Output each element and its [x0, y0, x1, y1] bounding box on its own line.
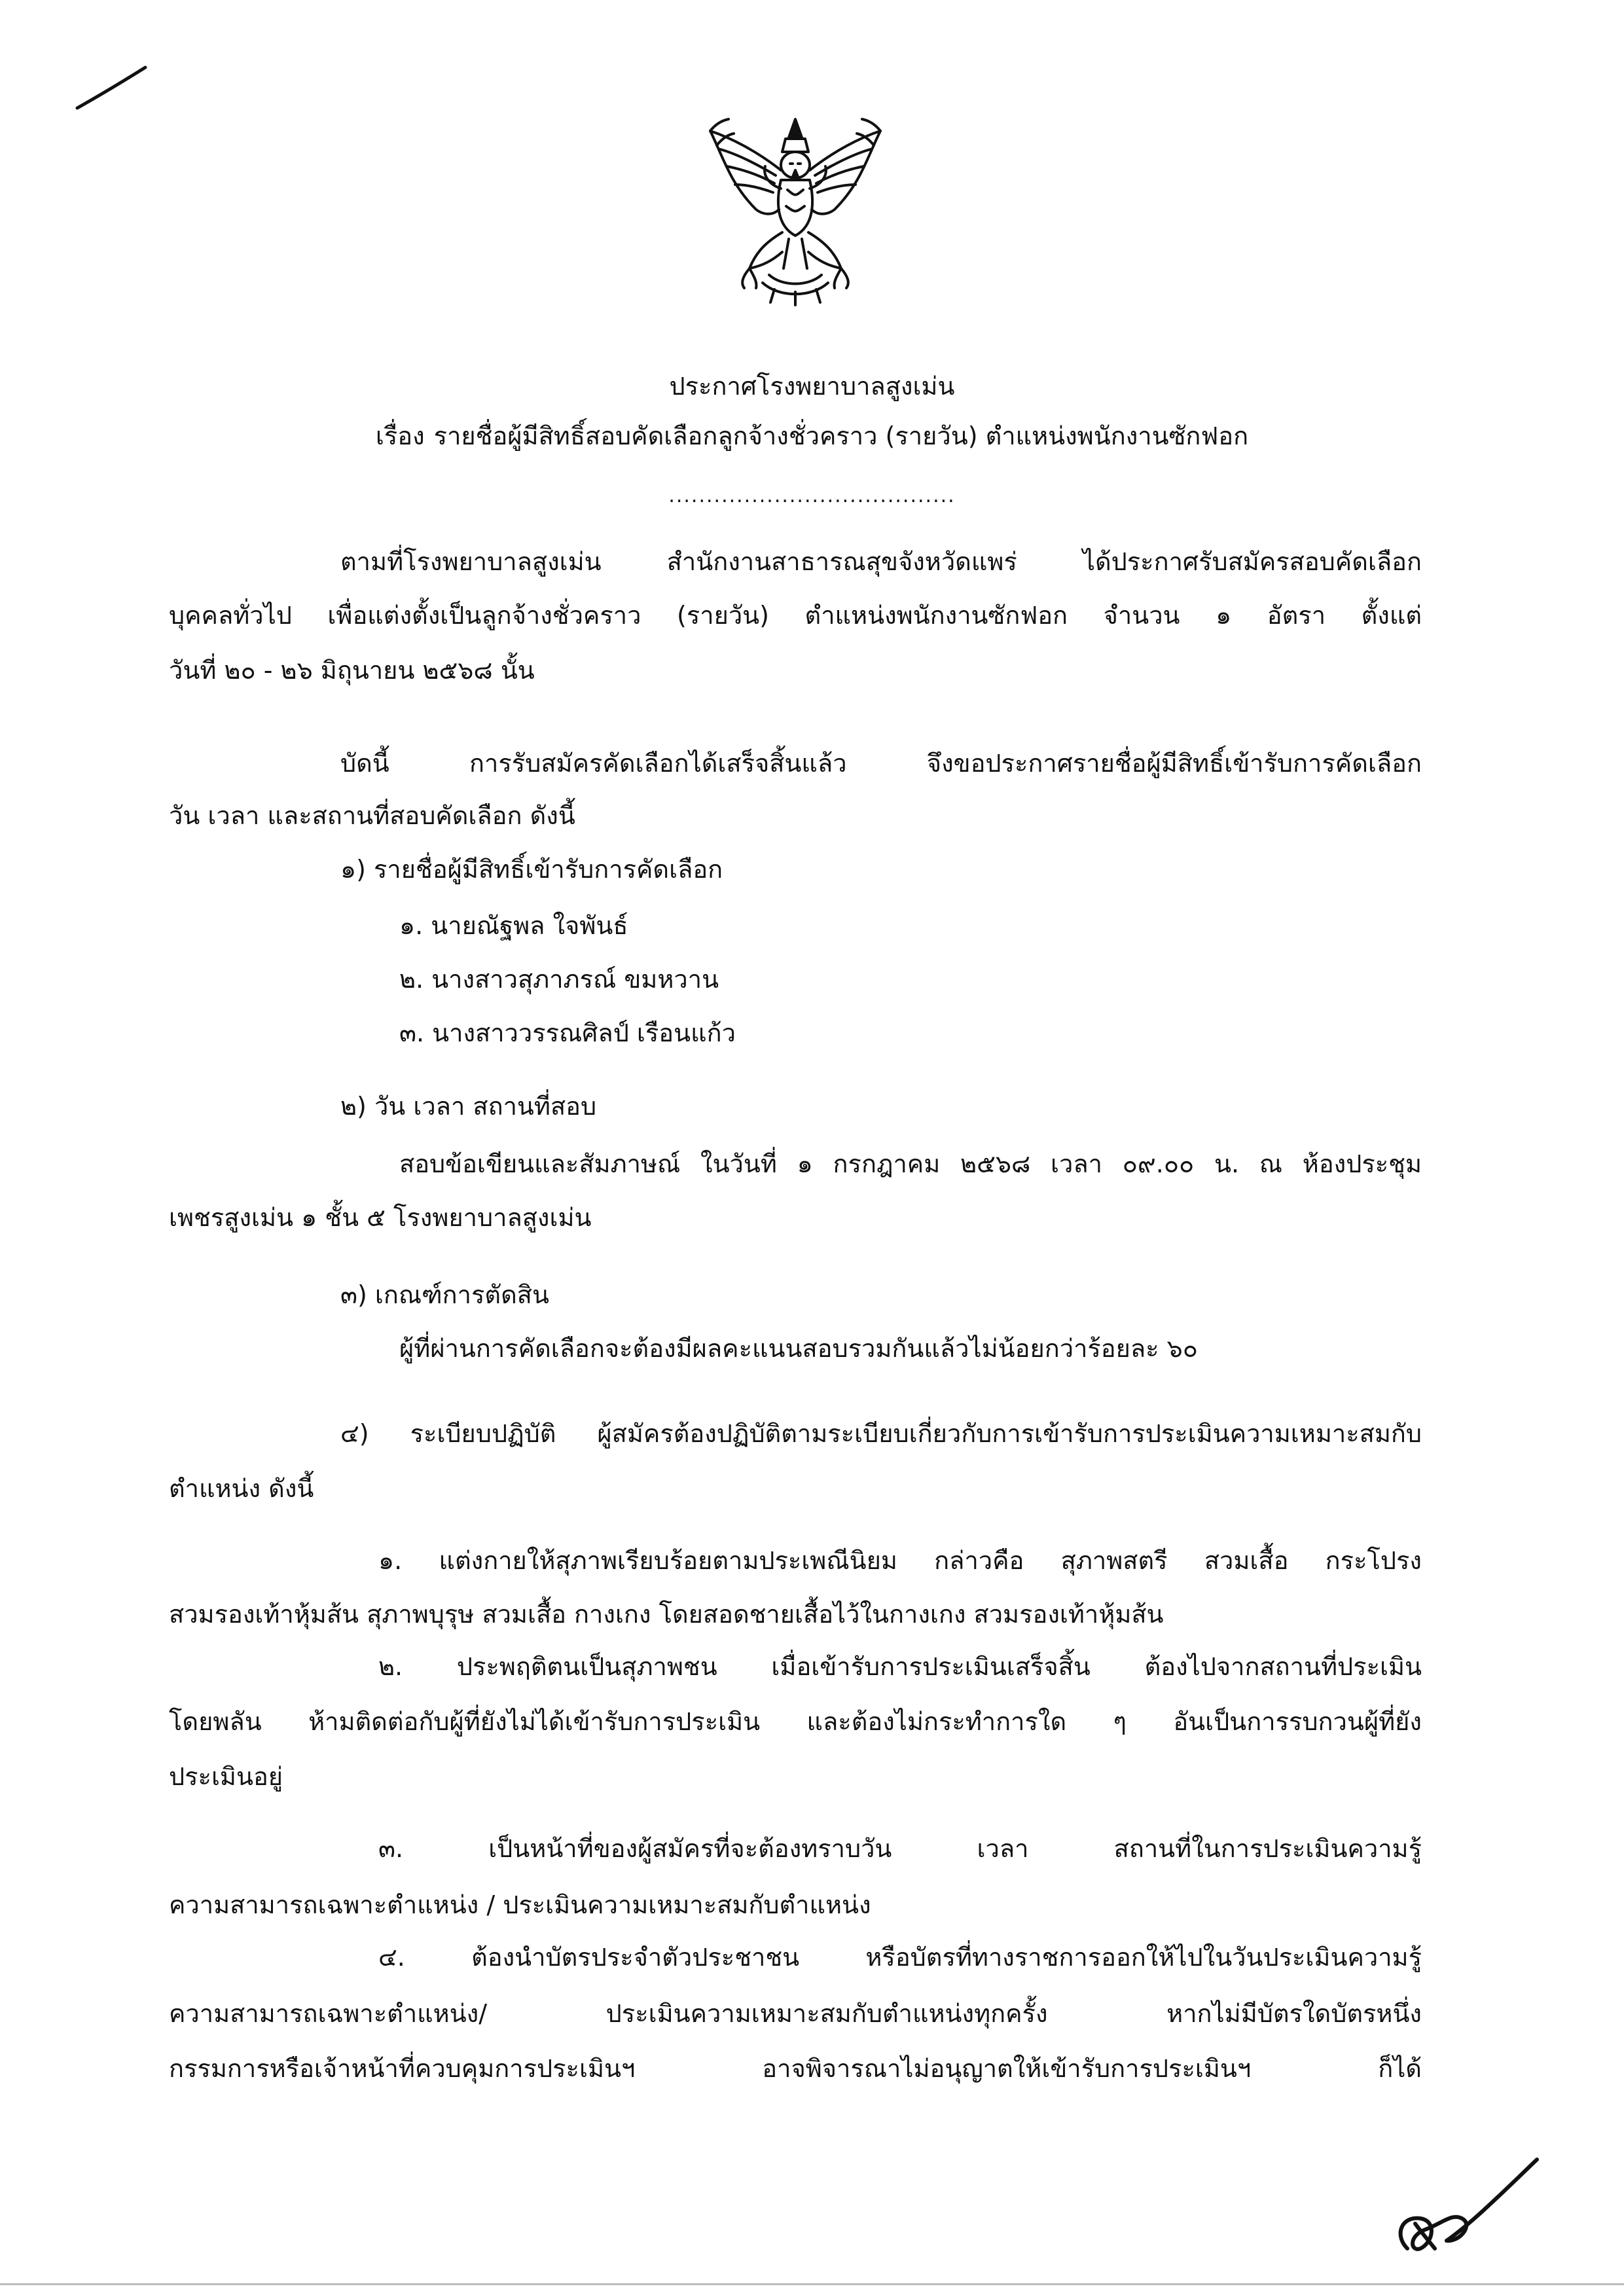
candidate-2: ๒. นางสาวสุภาภรณ์ ขมหวาน — [399, 965, 719, 994]
rule-4-line-3: กรรมการหรือเจ้าหน้าที่ควบคุมการประเมินฯ อาจพิจารณาไม่อนุญาตให้เข้ารับการประเมินฯ ก็ได้ — [169, 2054, 1422, 2083]
scan-bottom-edge — [0, 2283, 1624, 2285]
announcement-title: ประกาศโรงพยาบาลสูงเม่น — [669, 372, 955, 401]
section2-heading: ๒) วัน เวลา สถานที่สอบ — [340, 1092, 597, 1121]
rule-4-line-2: ความสามารถเฉพาะตำแหน่ง/ ประเมินความเหมาะสมกับตำแหน่งทุกครั้ง หากไม่มีบัตรใดบัตรหนึ่ง — [169, 1999, 1422, 2028]
intro-line-2: บุคคลทั่วไป เพื่อแต่งตั้งเป็นลูกจ้างชั่วคราว (รายวัน) ตำแหน่งพนักงานซักฟอก จำนวน ๑ อัตรา ตั้งแต่ — [169, 601, 1422, 630]
notice-line-2: วัน เวลา และสถานที่สอบคัดเลือก ดังนี้ — [169, 801, 575, 830]
announcement-subject — [0, 416, 1624, 456]
rule-4-line-1: ๔. ต้องนำบัตรประจำตัวประชาชน หรือบัตรที่ทางราชการออกให้ไปในวันประเมินความรู้ — [378, 1943, 1422, 1972]
rule-2-line-1: ๒. ประพฤติตนเป็นสุภาพชน เมื่อเข้ารับการประเมินเสร็จสิ้น ต้องไปจากสถานที่ประเมิน — [378, 1652, 1422, 1681]
candidate-3: ๓. นางสาววรรณศิลป์ เรือนแก้ว — [399, 1019, 736, 1047]
rule-1-line-2: สวมรองเท้าหุ้มส้น สุภาพบุรุษ สวมเสื้อ กางเกง โดยสอดชายเสื้อไว้ในกางเกง สวมรองเท้าหุ้มส้น — [169, 1600, 1164, 1629]
handwritten-signature — [1381, 2150, 1545, 2265]
subject-label: เรื่อง — [375, 422, 425, 450]
rule-2-line-2: โดยพลัน ห้ามติดต่อกับผู้ที่ยังไม่ได้เข้ารับการประเมิน และต้องไม่กระทำการใด ๆ อันเป็นการรบกวนผู้ที่ยัง — [169, 1707, 1422, 1736]
intro-line-3: วันที่ ๒๐ - ๒๖ มิถุนายน ๒๕๖๘ นั้น — [169, 656, 535, 685]
section3-heading: ๓) เกณฑ์การตัดสิน — [340, 1280, 549, 1309]
section2-line-2: เพชรสูงเม่น ๑ ชั้น ๕ โรงพยาบาลสูงเม่น — [169, 1203, 592, 1232]
title-divider: ...................................... — [668, 484, 956, 507]
section4-line-2: ตำแหน่ง ดังนี้ — [169, 1474, 314, 1503]
subject-text: รายชื่อผู้มีสิทธิ์สอบคัดเลือกลูกจ้างชั่วคราว (รายวัน) ตำแหน่งพนักงานซักฟอก — [433, 422, 1249, 450]
candidate-1: ๑. นายณัฐพล ใจพันธ์ — [399, 911, 628, 940]
section4-line-1: ๔) ระเบียบปฏิบัติ ผู้สมัครต้องปฏิบัติตามระเบียบเกี่ยวกับการเข้ารับการประเมินความเหมาะสมกับ — [340, 1419, 1422, 1448]
section1-heading: ๑) รายชื่อผู้มีสิทธิ์เข้ารับการคัดเลือก — [340, 855, 723, 884]
intro-line-1: ตามที่โรงพยาบาลสูงเม่น สำนักงานสาธารณสุขจังหวัดแพร่ ได้ประกาศรับสมัครสอบคัดเลือก — [340, 547, 1422, 576]
notice-line-1: บัดนี้ การรับสมัครคัดเลือกได้เสร็จสิ้นแล้ว จึงขอประกาศรายชื่อผู้มีสิทธิ์เข้ารับการคัดเลือก — [340, 749, 1422, 778]
rule-1-line-1: ๑. แต่งกายให้สุภาพเรียบร้อยตามประเพณีนิยม กล่าวคือ สุภาพสตรี สวมเสื้อ กระโปรง — [378, 1546, 1422, 1575]
garuda-emblem-icon — [697, 111, 893, 308]
pen-mark — [72, 62, 151, 121]
rule-3-line-2: ความสามารถเฉพาะตำแหน่ง / ประเมินความเหมาะสมกับตำแหน่ง — [169, 1890, 871, 1919]
rule-3-line-1: ๓. เป็นหน้าที่ของผู้สมัครที่จะต้องทราบวัน เวลา สถานที่ในการประเมินความรู้ — [378, 1834, 1422, 1863]
rule-2-line-3: ประเมินอยู่ — [169, 1762, 283, 1791]
section2-line-1: สอบข้อเขียนและสัมภาษณ์ ในวันที่ ๑ กรกฎาคม ๒๕๖๘ เวลา ๐๙.๐๐ น. ณ ห้องประชุม — [399, 1149, 1422, 1178]
section3-line-1: ผู้ที่ผ่านการคัดเลือกจะต้องมีผลคะแนนสอบรวมกันแล้วไม่น้อยกว่าร้อยละ ๖๐ — [399, 1334, 1198, 1363]
